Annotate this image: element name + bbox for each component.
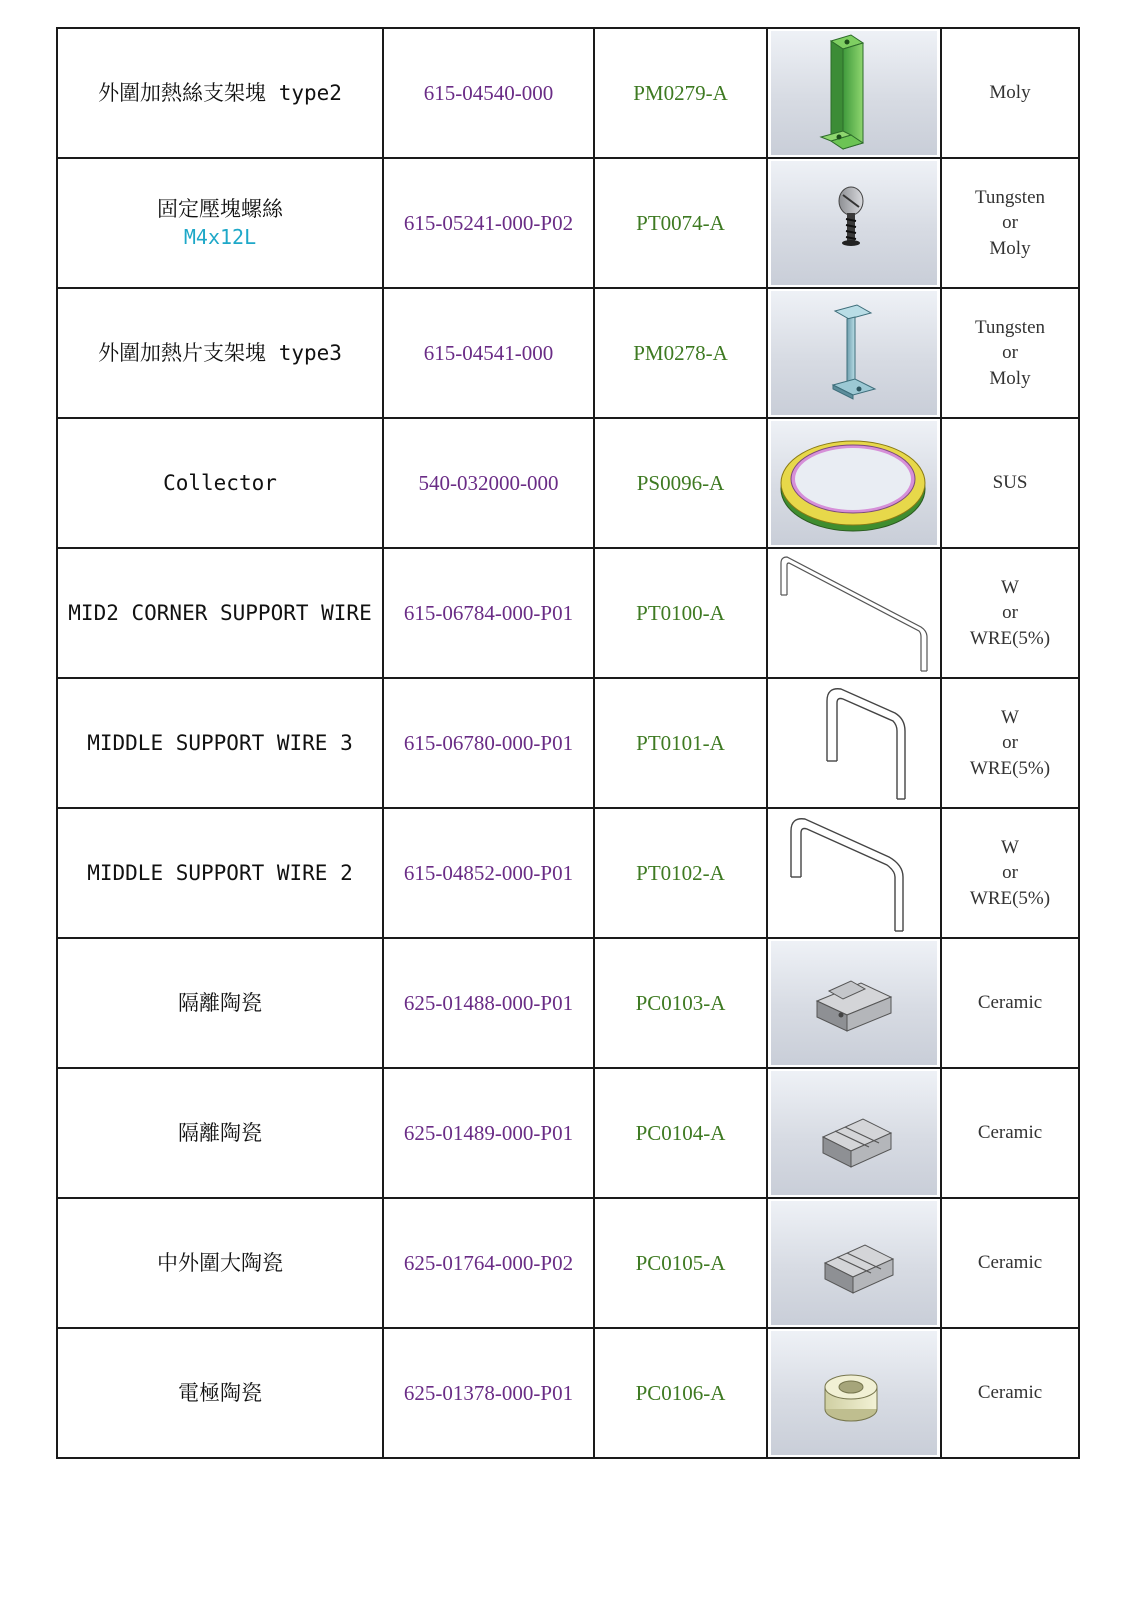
part-name-cell (57, 808, 383, 938)
part-name: 中外圍大陶瓷 (157, 1250, 283, 1275)
material-line: Tungsten (974, 186, 1046, 208)
part-number-cell (383, 288, 594, 418)
part-code: PM0279-A (633, 80, 728, 105)
material-line: or (1002, 212, 1018, 234)
part-code: PT0102-A (636, 860, 725, 885)
part-name-cell (57, 28, 383, 158)
table-row (57, 1068, 1079, 1198)
part-code: PT0074-A (636, 210, 725, 235)
part-code: PC0105-A (635, 1250, 726, 1275)
material-line: WRE(5%) (969, 757, 1051, 779)
material-line: or (1002, 732, 1018, 754)
table-row (57, 288, 1079, 418)
part-image-cell (767, 418, 941, 548)
part-code: PM0278-A (633, 340, 728, 365)
part-number: 625-01488-000-P01 (403, 990, 574, 1015)
material-line: Ceramic (977, 992, 1043, 1014)
part-image-cell (767, 1328, 941, 1458)
part-name: 固定壓塊螺絲 (157, 197, 283, 222)
screw-icon (771, 161, 937, 285)
part-code-cell (594, 418, 767, 548)
ceramic-slotted-block-icon (771, 1071, 937, 1195)
part-number: 615-04541-000 (423, 340, 554, 365)
parts-sheet (56, 27, 1080, 1459)
table-row (57, 678, 1079, 808)
material-cell (941, 678, 1079, 808)
part-image-cell (767, 938, 941, 1068)
part-code-cell (594, 1198, 767, 1328)
part-number-cell (383, 28, 594, 158)
material-cell (941, 28, 1079, 158)
part-name: MIDDLE SUPPORT WIRE 3 (87, 730, 353, 755)
part-name-cell (57, 158, 383, 288)
material-cell (941, 158, 1079, 288)
part-number-cell (383, 158, 594, 288)
ceramic-bushing-icon (771, 1331, 937, 1455)
part-name: 隔離陶瓷 (178, 990, 262, 1015)
material-cell (941, 548, 1079, 678)
part-number-cell (383, 418, 594, 548)
material-cell (941, 1198, 1079, 1328)
part-code-cell (594, 1328, 767, 1458)
table-row (57, 1328, 1079, 1458)
parts-table (56, 27, 1080, 1459)
ceramic-slotted-block-icon (771, 1201, 937, 1325)
part-name-cell (57, 288, 383, 418)
material-line: W (1001, 576, 1019, 598)
part-number-cell (383, 938, 594, 1068)
material-line: Ceramic (977, 1122, 1043, 1144)
material-line: or (1002, 342, 1018, 364)
material-line: Moly (989, 82, 1031, 104)
support-wire-u-icon (771, 811, 937, 935)
part-code-cell (594, 678, 767, 808)
part-number: 625-01764-000-P02 (403, 1250, 574, 1275)
material-line: WRE(5%) (969, 627, 1051, 649)
part-name: 外圍加熱片支架塊 type3 (98, 340, 342, 365)
part-name-cell (57, 418, 383, 548)
green-z-bracket-icon (771, 31, 937, 155)
table-row (57, 28, 1079, 158)
part-number: 625-01489-000-P01 (403, 1120, 574, 1145)
material-line: W (1001, 706, 1019, 728)
part-code: PS0096-A (636, 470, 725, 495)
material-cell (941, 938, 1079, 1068)
part-number-cell (383, 808, 594, 938)
part-name: Collector (163, 470, 277, 495)
part-number: 615-05241-000-P02 (403, 210, 574, 235)
part-name-sub: M4x12L (183, 224, 257, 249)
part-image-cell (767, 808, 941, 938)
material-line: Tungsten (974, 316, 1046, 338)
part-code-cell (594, 808, 767, 938)
part-code-cell (594, 288, 767, 418)
long-support-wire-icon (771, 551, 937, 675)
part-code-cell (594, 938, 767, 1068)
part-number-cell (383, 1068, 594, 1198)
part-number: 615-06780-000-P01 (403, 730, 574, 755)
ring-collector-icon (771, 421, 937, 545)
part-number-cell (383, 678, 594, 808)
part-code: PC0103-A (635, 990, 726, 1015)
material-line: WRE(5%) (969, 887, 1051, 909)
part-name-cell (57, 938, 383, 1068)
part-name-cell (57, 1198, 383, 1328)
part-code-cell (594, 28, 767, 158)
material-line: W (1001, 836, 1019, 858)
part-code: PT0100-A (636, 600, 725, 625)
part-name: MID2 CORNER SUPPORT WIRE (68, 600, 372, 625)
blue-bracket-icon (771, 291, 937, 415)
part-number: 625-01378-000-P01 (403, 1380, 574, 1405)
part-code-cell (594, 158, 767, 288)
material-line: Moly (989, 367, 1031, 389)
part-image-cell (767, 1068, 941, 1198)
part-image-cell (767, 548, 941, 678)
part-code-cell (594, 548, 767, 678)
material-line: or (1002, 602, 1018, 624)
part-number: 615-04852-000-P01 (403, 860, 574, 885)
table-row (57, 548, 1079, 678)
ceramic-block-icon (771, 941, 937, 1065)
part-number-cell (383, 1198, 594, 1328)
table-row (57, 418, 1079, 548)
part-image-cell (767, 288, 941, 418)
part-image-cell (767, 1198, 941, 1328)
table-row (57, 808, 1079, 938)
material-cell (941, 288, 1079, 418)
part-name: 外圍加熱絲支架塊 type2 (98, 80, 342, 105)
part-number: 540-032000-000 (418, 470, 559, 495)
table-row (57, 1198, 1079, 1328)
part-name-cell (57, 1068, 383, 1198)
part-name-cell (57, 678, 383, 808)
part-code: PC0106-A (635, 1380, 726, 1405)
part-name: 電極陶瓷 (178, 1380, 262, 1405)
material-cell (941, 1068, 1079, 1198)
part-number-cell (383, 1328, 594, 1458)
part-number-cell (383, 548, 594, 678)
part-code: PT0101-A (636, 730, 725, 755)
part-image-cell (767, 678, 941, 808)
table-row (57, 158, 1079, 288)
part-name-cell (57, 1328, 383, 1458)
material-cell (941, 418, 1079, 548)
part-image-cell (767, 28, 941, 158)
parts-table-body (57, 28, 1079, 1458)
part-name: 隔離陶瓷 (178, 1120, 262, 1145)
material-line: or (1002, 862, 1018, 884)
part-image-cell (767, 158, 941, 288)
material-line: Ceramic (977, 1252, 1043, 1274)
part-number: 615-06784-000-P01 (403, 600, 574, 625)
material-cell (941, 1328, 1079, 1458)
table-row (57, 938, 1079, 1068)
material-line: Moly (989, 237, 1031, 259)
part-code: PC0104-A (635, 1120, 726, 1145)
support-wire-u-icon (771, 681, 937, 805)
material-line: Ceramic (977, 1382, 1043, 1404)
part-name: MIDDLE SUPPORT WIRE 2 (87, 860, 353, 885)
material-cell (941, 808, 1079, 938)
part-name-cell (57, 548, 383, 678)
part-code-cell (594, 1068, 767, 1198)
part-number: 615-04540-000 (423, 80, 554, 105)
material-line: SUS (992, 472, 1028, 494)
